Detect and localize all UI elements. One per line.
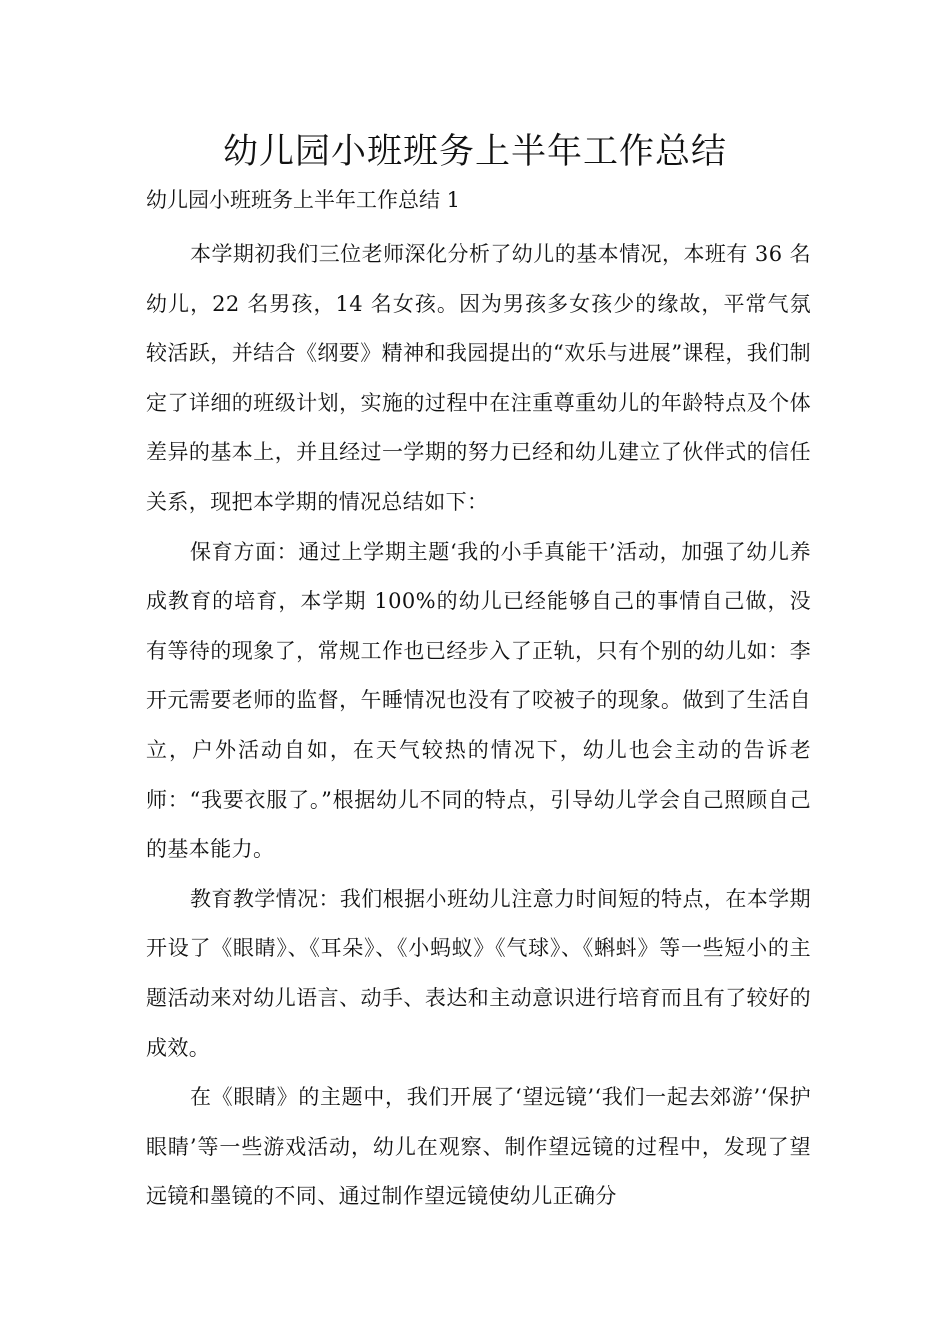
document-title: 幼儿园小班班务上半年工作总结 [222, 132, 727, 172]
document-body [146, 230, 811, 1222]
section-heading: 幼儿园小班班务上半年工作总结 1 [146, 188, 461, 212]
paragraph-care: 保育方面：通过上学期主题‘我的小手真能干’活动，加强了幼儿养成教育的培育，本学期 100%的幼儿已经能够自己的事情自己做，没有等待的现象了，常规工作也已经步入了正轨，只有个别的幼儿如：李开元需要老师的监督，午睡情况也没有了咬被子的现象。做到了生活自立，户外活动自如，在天气较热的情况下，幼儿也会主动的告诉老师：“我要衣服了。”根据幼儿不同的特点，引导幼儿学会自己照顾自己的基本能力。 [146, 539, 811, 862]
paragraph-teaching: 教育教学情况：我们根据小班幼儿注意力时间短的特点，在本学期开设了《眼睛》、《耳朵》、《小蚂蚁》《气球》、《蝌蚪》等一些短小的主题活动来对幼儿语言、动手、表达和主动意识进行培育而且有了较好的成效。 [146, 886, 811, 1060]
paragraph-intro: 本学期初我们三位老师深化分析了幼儿的基本情况，本班有 36 名幼儿，22 名男孩，14 名女孩。因为男孩多女孩少的缘故，平常气氛较活跃，并结合《纲要》精神和我园提出的“欢乐与进展”课程，我们制定了详细的班级计划，实施的过程中在注重尊重幼儿的年龄特点及个体差异的基本上，并且经过一学期的努力已经和幼儿建立了伙伴式的信任关系，现把本学期的情况总结如下： [146, 242, 811, 514]
paragraph-eyes-theme: 在《眼睛》的主题中，我们开展了‘望远镜’‘我们一起去郊游’‘保护眼睛’等一些游戏活动，幼儿在观察、制作望远镜的过程中，发现了望远镜和墨镜的不同、通过制作望远镜使幼儿正确分 [146, 1085, 811, 1209]
